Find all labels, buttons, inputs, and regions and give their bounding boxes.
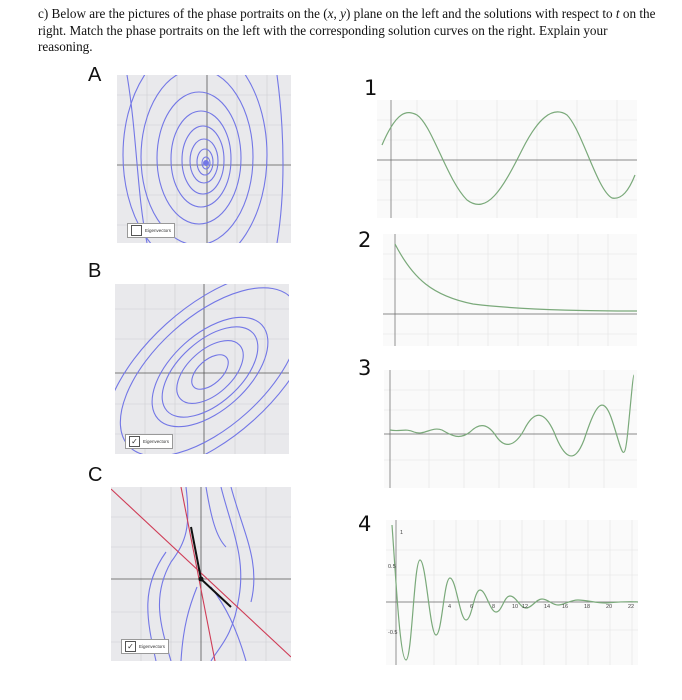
portrait-label-b: B [88, 260, 102, 282]
eigenvectors-checkbox-a[interactable] [131, 225, 142, 236]
x-tick-10: 10 [512, 604, 519, 610]
question-text: c) Below are the pictures of the phase portraits on the (x, y) plane on the left and the solutions with respect to t on the right. Match the phase portraits on the left with the corresponding solution curves on the right. Explain your reasoning. [38, 6, 656, 54]
solution-label-1: 1 [364, 76, 378, 100]
solution-label-4: 4 [358, 512, 372, 536]
portrait-b-plot [115, 284, 289, 454]
solution-curve-3 [384, 370, 637, 488]
eigenvectors-checkbox-b[interactable]: ✓ [129, 436, 140, 447]
portrait-a-plot [117, 75, 291, 243]
solution-label-2: 2 [358, 228, 372, 252]
eigenvectors-toggle-a[interactable]: Eigenvectors [127, 223, 175, 238]
x-tick-20: 20 [606, 604, 613, 610]
x-tick-14: 14 [544, 604, 551, 610]
phase-portrait-a [117, 75, 291, 243]
x-tick-6: 6 [470, 604, 474, 610]
phase-portrait-b [115, 284, 289, 454]
solution-1-plot [377, 100, 637, 218]
portrait-label-c: C [88, 464, 103, 486]
eigenvectors-toggle-b[interactable]: ✓ Eigenvectors [125, 434, 173, 449]
solution-curve-2 [383, 234, 637, 346]
portrait-c-plot [111, 487, 291, 661]
solution-curve-1 [377, 100, 637, 218]
portrait-label-a: A [88, 64, 102, 86]
solution-label-3: 3 [358, 356, 372, 380]
y-tick-1: 1 [400, 530, 404, 536]
solution-curve-4 [386, 520, 638, 665]
y-tick-0-5: 0.5 [388, 564, 396, 570]
x-tick-12: 12 [522, 604, 529, 610]
y-tick-neg-0-5: -0.5 [388, 630, 398, 636]
eigenvectors-checkbox-c[interactable]: ✓ [125, 641, 136, 652]
x-tick-22: 22 [628, 604, 635, 610]
solution-4-plot [386, 520, 638, 665]
x-tick-18: 18 [584, 604, 591, 610]
x-tick-8: 8 [492, 604, 496, 610]
solution-2-plot [383, 234, 637, 346]
phase-portrait-c [111, 487, 291, 661]
solution-3-plot [384, 370, 637, 488]
x-tick-4: 4 [448, 604, 452, 610]
eigenvectors-toggle-c[interactable]: ✓ Eigenvectors [121, 639, 169, 654]
x-tick-16: 16 [562, 604, 569, 610]
